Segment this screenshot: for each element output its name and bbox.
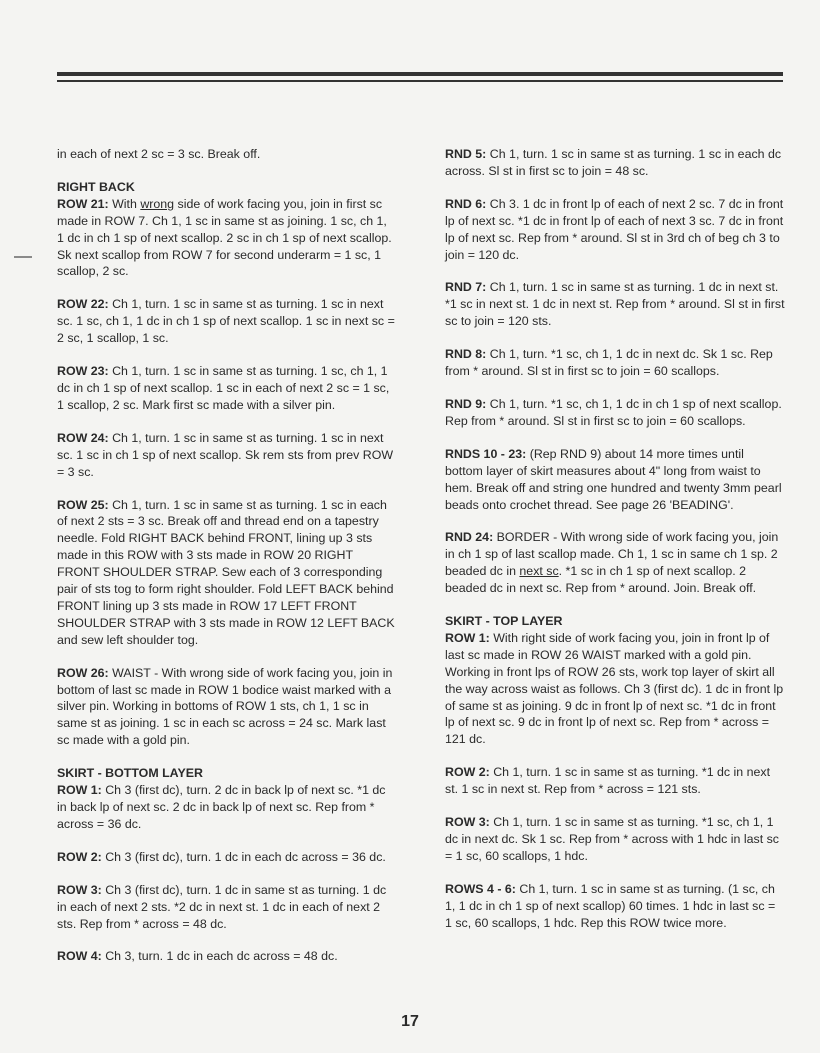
row-text: Ch 1, turn. 1 sc in same st as turning. (1 sc, ch 1, 1 dc in ch 1 sp of next scallop) 60 times. 1 hdc in last sc = 1 sc, 60 scallops, 1 hdc. Rep this ROW twice more. (445, 881, 776, 930)
row-label: ROW 4: (57, 949, 102, 964)
row-text: With right side of work facing you, join in front lp of last sc made in ROW 26 WAIST marked with a gold pin. Working in front lps of ROW 26 sts, work top layer of skirt all the way across waist as follows. Ch 3 (first dc). 1 dc in front lp of same st as joining. 9 dc in front lp of next sc. *1 dc in front lp of next sc. 9 dc in front lp of next sc. Rep from * across = 121 dc. (445, 630, 784, 747)
row-text: Ch 1, turn. 1 sc in same st as turning. *1 dc in next st. 1 sc in next st. Rep from * across = 121 sts. (445, 765, 771, 797)
instruction-rnd-7 (445, 279, 785, 330)
header-rule-thin (57, 80, 783, 82)
row-text: Ch 3 (first dc), turn. 1 dc in each dc across = 36 dc. (105, 849, 386, 864)
instruction-rnds-10-23 (445, 446, 785, 514)
row-label: RND 6: (445, 196, 487, 211)
instruction-row-23 (57, 363, 395, 414)
section-title-right-back: RIGHT BACK (57, 179, 135, 194)
row-text: (Rep RND 9) about 14 more times until bottom layer of skirt measures about 4" long from waist to hem. Break off and string one hundred and twenty 3mm pearl beads onto crochet thread. See page 26 'BEADING'. (445, 446, 782, 512)
row-label: RND 5: (445, 147, 487, 161)
row-text-underlined: wrong (140, 196, 175, 211)
instruction-row-22 (57, 296, 395, 347)
row-text: Ch 1, turn. 1 sc in same st as turning. 1 sc in next sc. 1 sc, ch 1, 1 dc in ch 1 sp of next scallop. 1 sc in next sc = 2 sc, 1 scallop, 1 sc. (57, 297, 395, 346)
instruction-skirt-row-3 (57, 882, 395, 933)
row-text: With (112, 196, 141, 211)
row-text: Ch 3, turn. 1 dc in each dc across = 48 dc. (105, 949, 338, 964)
row-label: ROW 2: (445, 765, 490, 780)
row-text: BORDER - With wrong side of work facing you, join in ch 1 sp of last scallop made. Ch 1, 1 sc in same ch 1 sp. 2 beaded dc in (445, 530, 779, 579)
row-text: Ch 1, turn. 1 sc in same st as turning. 1 sc in each dc across. Sl st in first sc to join = 48 sc. (445, 147, 782, 178)
instruction-row-26 (57, 665, 395, 750)
row-text: Ch 3 (first dc), turn. 2 dc in back lp of next sc. *1 dc in back lp of next sc. 2 dc in back lp of next sc. Rep from * across = 36 dc. (57, 783, 386, 831)
row-text: side of work facing you, join in first sc made in ROW 7. Ch 1, 1 sc in same st as joining. 1 sc, ch 1, 1 dc in ch 1 sp of next scallop. 2 sc in ch 1 sp of next scallop. Sk next scallop from ROW 7 for second underarm = 1 sc, 1 scallop, 2 sc. (57, 196, 392, 279)
row-text: Ch 1, turn. *1 sc, ch 1, 1 dc in next dc. Sk 1 sc. Rep from * around. Sl st in first sc to join = 60 scallops. (445, 347, 773, 379)
section-title-skirt-top: SKIRT - TOP LAYER (445, 614, 563, 629)
row-text: Ch 1, turn. 1 sc in same st as turning. *1 sc, ch 1, 1 dc in next dc. Sk 1 sc. Rep from * across with 1 hdc in last sc = 1 sc, 60 scallops, 1 hdc. (445, 815, 779, 863)
row-label: ROW 1: (57, 783, 102, 798)
row-label: ROW 23: (57, 364, 109, 379)
section-title-skirt-bottom: SKIRT - BOTTOM LAYER (57, 766, 203, 781)
right-column (445, 146, 785, 948)
instruction-rnd-6 (445, 196, 785, 264)
row-label: ROW 1: (445, 630, 490, 645)
row-text: Ch 3 (first dc), turn. 1 dc in same st as turning. 1 dc in each of next 2 sts. *2 dc in next st. 1 dc in each of next 2 sts. Rep from * across = 48 dc. (57, 882, 387, 931)
instruction-skirt-row-2 (57, 849, 395, 866)
instruction-top-row-3 (445, 814, 785, 865)
margin-mark (14, 256, 32, 258)
instruction-skirt-row-4 (57, 948, 395, 965)
row-label: ROWS 4 - 6: (445, 881, 516, 896)
header-rule-thick (57, 72, 783, 76)
instruction-rnd-9 (445, 396, 785, 430)
row-label: ROW 21: (57, 196, 109, 211)
instruction-skirt-row-1 (57, 782, 395, 833)
instruction-top-row-1 (445, 630, 785, 748)
instruction-row-24 (57, 430, 395, 481)
instruction-row-21 (57, 196, 395, 281)
page-number: 17 (401, 1013, 419, 1030)
row-label: ROW 3: (445, 815, 490, 830)
instruction-rnd-8 (445, 346, 785, 380)
paragraph-continuation: in each of next 2 sc = 3 sc. Break off. (57, 147, 261, 161)
row-label: ROW 26: (57, 665, 109, 680)
row-text: Ch 1, turn. 1 sc in same st as turning. 1 sc in each of next 2 sts = 3 sc. Break off and thread end on a tapestry needle. Fold RIGHT BACK behind FRONT, lining up 3 sts made in this ROW with 3 sts made in ROW 20 RIGHT FRONT SHOULDER STRAP. Sew each of 3 corresponding pair of sts tog to form right shoulder. Fold LEFT BACK behind FRONT lining up 3 sts made in ROW 17 LEFT FRONT SHOULDER STRAP with 3 sts made in ROW 12 LEFT BACK and sew left shoulder tog. (57, 497, 395, 647)
row-text: Ch 1, turn. *1 sc, ch 1, 1 dc in ch 1 sp of next scallop. Rep from * around. Sl st in first sc to join = 60 scallops. (445, 396, 782, 428)
row-label: ROW 2: (57, 849, 102, 864)
row-label: RND 8: (445, 347, 487, 362)
instruction-top-row-2 (445, 764, 785, 798)
row-label: ROW 3: (57, 882, 102, 897)
row-text: Ch 1, turn. 1 sc in same st as turning. 1 sc in next sc. 1 sc in ch 1 sp of next scallop. Sk rem sts from prev ROW = 3 sc. (57, 430, 394, 479)
left-column (57, 146, 395, 981)
row-text: Ch 1, turn. 1 sc in same st as turning. 1 sc, ch 1, 1 dc in ch 1 sp of next scallop. 1 sc in each of next 2 sc = 1 sc, 1 scallop, 2 sc. Mark first sc made with a silver pin. (57, 364, 390, 412)
row-text: Ch 3. 1 dc in front lp of each of next 2 sc. 7 dc in front lp of next sc. *1 dc in front lp of each of next 3 sc. 7 dc in front lp of next sc. Rep from * around. Sl st in 3rd ch of beg ch 3 to join = 120 dc. (445, 196, 784, 262)
row-label: ROW 24: (57, 430, 109, 445)
row-label: RND 24: (445, 530, 494, 545)
row-label: RND 9: (445, 396, 487, 411)
instruction-row-25 (57, 497, 395, 649)
instruction-rnd-24 (445, 529, 785, 597)
row-text: Ch 1, turn. 1 sc in same st as turning. 1 dc in next st. *1 sc in next st. 1 dc in next st. Rep from * around. Sl st in first sc to join = 120 sts. (445, 280, 785, 329)
instruction-rnd-5 (445, 146, 785, 180)
row-text: . *1 sc in ch 1 sp of next scallop. 2 beaded dc in next sc. Rep from * around. Join. Break off. (445, 564, 757, 596)
row-label: ROW 22: (57, 297, 109, 312)
row-label: RNDS 10 - 23: (445, 446, 527, 461)
row-text-underlined: next sc (519, 564, 559, 579)
row-label: ROW 25: (57, 497, 109, 512)
row-label: RND 7: (445, 280, 487, 295)
instruction-top-rows-4-6 (445, 881, 785, 932)
row-text: WAIST - With wrong side of work facing you, join in bottom of last sc made in ROW 1 bodice waist marked with a silver pin. Working in bottoms of ROW 1 sts, ch 1, 1 sc in same st as joining. 1 sc in each sc across = 24 sc. Mark last sc made with a gold pin. (57, 665, 393, 748)
